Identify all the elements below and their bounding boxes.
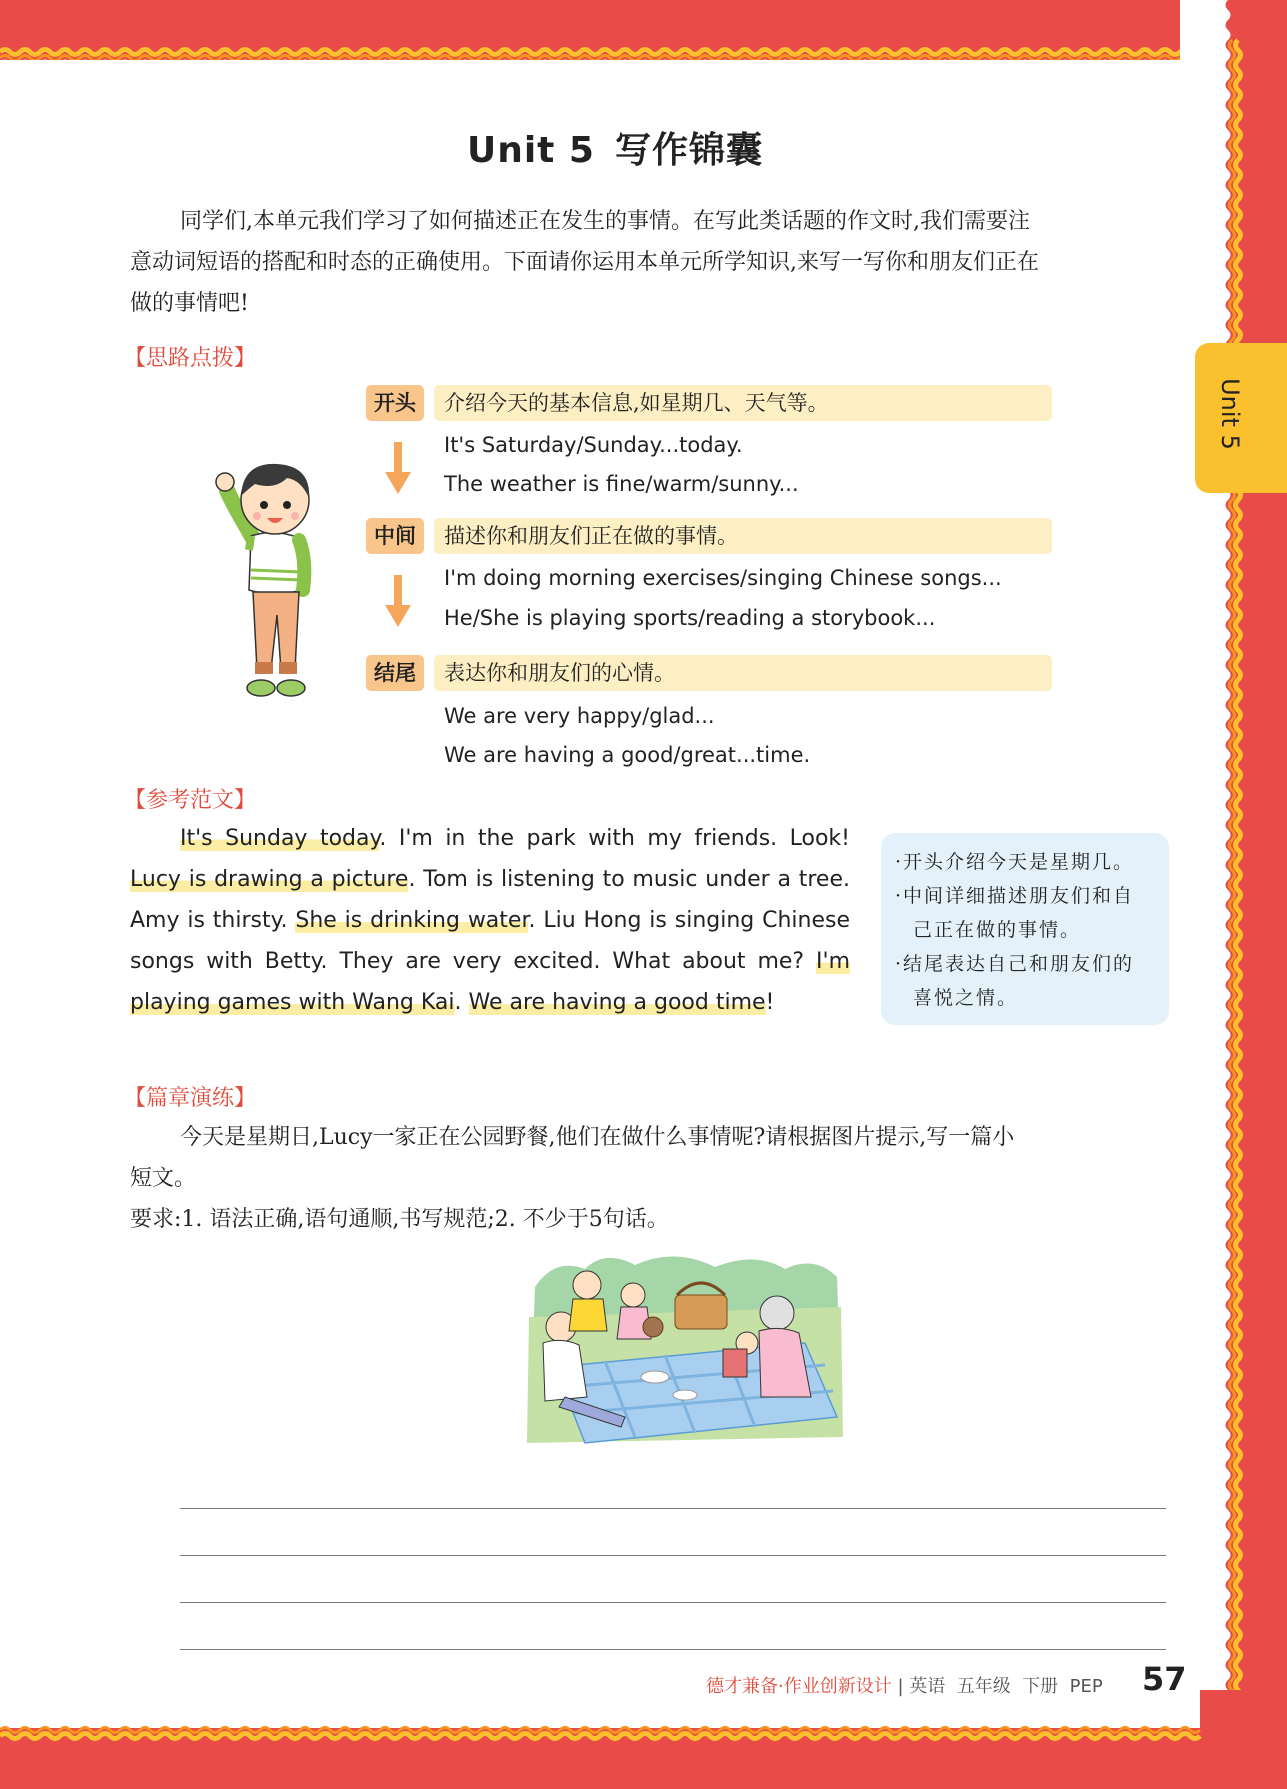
essay-text: . Liu Hong is singing Chinese songs with Betty. They are very excited. What about me?: [130, 908, 851, 974]
family-picnic-illustration: [525, 1247, 845, 1449]
step-description: 介绍今天的基本信息,如星期几、天气等。: [434, 385, 1052, 421]
writing-line[interactable]: [180, 1555, 1166, 1556]
footer-series: [706, 1672, 1103, 1698]
highlight-phrase: It's Sunday today: [180, 826, 380, 851]
essay-text: !: [765, 990, 775, 1015]
step-tag: 结尾: [366, 655, 424, 691]
writing-line[interactable]: [180, 1508, 1166, 1509]
essay-text: . Tom is listening to music under a tree. Amy is thirsty.: [130, 867, 850, 933]
outline-step-middle: [366, 518, 1052, 554]
practice-line: 短文。: [130, 1166, 197, 1191]
practice-instructions: [130, 1117, 1170, 1240]
step-description: 描述你和朋友们正在做的事情。: [434, 518, 1052, 554]
example-sentence: We are having a good/great...time.: [444, 743, 811, 767]
practice-requirement: 要求:1. 语法正确,语句通顺,书写规范;2. 不少于5句话。: [130, 1207, 669, 1232]
section-heading-practice: 【篇章演练】: [124, 1086, 257, 1111]
highlight-phrase: I'm playing games with Wang Kai: [130, 949, 850, 1015]
page-number: 57: [1142, 1660, 1187, 1698]
example-sentence: He/She is playing sports/reading a storybook...: [444, 606, 936, 630]
section-name: 写作锦囊: [614, 130, 763, 171]
unit-label: Unit 5: [466, 130, 595, 171]
tip-item: ·中间详细描述朋友们和自己正在做的事情。: [895, 885, 1135, 941]
decorative-wavy-border-bottom: [0, 1690, 1287, 1789]
highlight-phrase: We are having a good time: [468, 990, 766, 1015]
arrow-down-icon: [383, 575, 413, 630]
tip-item: ·开头介绍今天是星期几。: [895, 851, 1135, 873]
footer-term: 下册: [1022, 1676, 1059, 1697]
example-sentence: It's Saturday/Sunday...today.: [444, 433, 743, 457]
boy-waving-illustration: [215, 450, 335, 712]
writing-line[interactable]: [180, 1602, 1166, 1603]
series-name: 德才兼备·作业创新设计: [706, 1676, 892, 1697]
arrow-down-icon: [383, 442, 413, 497]
intro-line: 做的事情吧!: [130, 291, 249, 316]
section-heading-sample: 【参考范文】: [124, 788, 257, 813]
step-description: 表达你和朋友们的心情。: [434, 655, 1052, 691]
example-sentence: The weather is fine/warm/sunny...: [444, 472, 799, 496]
example-sentence: We are very happy/glad...: [444, 704, 715, 728]
tip-item: ·结尾表达自己和朋友们的喜悦之情。: [895, 953, 1135, 1009]
essay-text: . I'm in the park with my friends. Look!: [379, 826, 850, 851]
sample-essay: [130, 818, 850, 1023]
intro-paragraph: [130, 201, 1170, 324]
intro-line: 同学们,本单元我们学习了如何描述正在发生的事情。在写此类话题的作文时,我们需要注: [180, 209, 1030, 234]
footer-separator: |: [897, 1676, 904, 1697]
outline-step-opening: [366, 385, 1052, 421]
page-title: [0, 122, 1230, 173]
step-tag: 中间: [366, 518, 424, 554]
highlight-phrase: Lucy is drawing a picture: [130, 867, 409, 892]
footer-grade: 五年级: [956, 1676, 1011, 1697]
example-sentence: I'm doing morning exercises/singing Chinese songs...: [444, 566, 1002, 590]
practice-line: 今天是星期日,Lucy一家正在公园野餐,他们在做什么事情呢?请根据图片提示,写一篇小: [180, 1125, 1015, 1150]
tips-note-box: [881, 833, 1169, 1025]
highlight-phrase: She is drinking water: [295, 908, 529, 933]
intro-line: 意动词短语的搭配和时态的正确使用。下面请你运用本单元所学知识,来写一写你和朋友们正在: [130, 250, 1039, 275]
step-tag: 开头: [366, 385, 424, 421]
footer-subject: 英语: [909, 1676, 946, 1697]
unit-side-tab-label: Unit 5: [1216, 378, 1244, 450]
section-heading-guide: 【思路点拨】: [124, 346, 257, 371]
writing-line[interactable]: [180, 1649, 1166, 1650]
decorative-wavy-border-right: [1180, 0, 1287, 1789]
footer-edition: PEP: [1069, 1676, 1103, 1697]
essay-text: .: [454, 990, 469, 1015]
outline-step-ending: [366, 655, 1052, 691]
